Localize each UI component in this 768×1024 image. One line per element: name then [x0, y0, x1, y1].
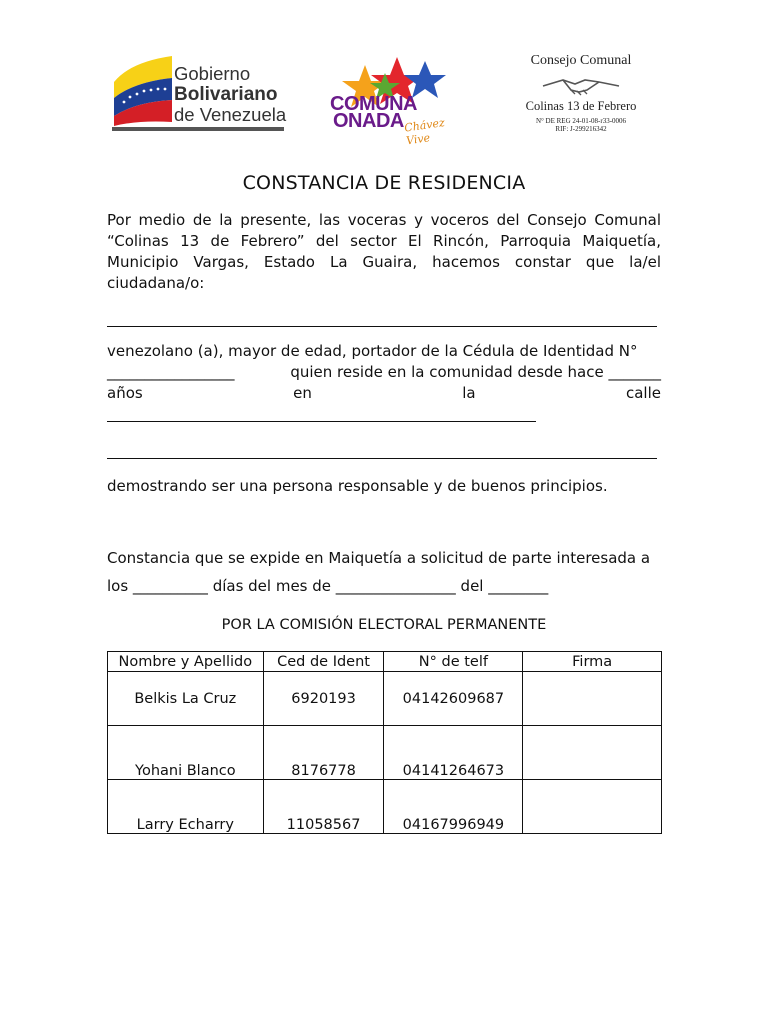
header-name: Nombre y Apellido: [108, 652, 264, 672]
address-blank-line: [107, 458, 657, 459]
cell-signature: [523, 780, 662, 834]
p2-line2-text: quien reside en la comunidad desde hace _______: [290, 363, 661, 381]
consejo-comunal-logo: [500, 52, 662, 136]
consejo-subtitle: Colinas 13 de Febrero: [525, 99, 637, 113]
cell-cedula: 6920193: [263, 672, 384, 726]
cell-signature: [523, 672, 662, 726]
comuna-onada-logo: [325, 55, 471, 148]
document-title: CONSTANCIA DE RESIDENCIA: [242, 172, 526, 194]
name-blank-line: [107, 326, 657, 327]
p2-word-en: en: [293, 384, 312, 402]
table-row: [108, 780, 662, 834]
handshake-icon: [541, 72, 621, 98]
cedula-blank: _________________: [107, 363, 235, 381]
cell-name: Belkis La Cruz: [108, 672, 264, 726]
gob-line3: de Venezuela: [174, 104, 287, 125]
gobierno-bolivariano-logo: [110, 52, 290, 132]
p2-word-la: la: [462, 384, 476, 402]
intro-paragraph: Por medio de la presente, las voceras y voceros del Consejo Comunal “Colinas 13 de Febrero” del sector El Rincón, Parroquia Maiquetía, Municipio Vargas, Estado La Guaira, hacemos constar que la/el ciudadana/o:: [107, 211, 661, 292]
p2-line2: [107, 362, 661, 383]
cell-name: Yohani Blanco: [108, 726, 264, 780]
p3-text: demostrando ser una persona responsable y de buenos principios.: [107, 477, 608, 495]
p2-line3: [107, 383, 661, 404]
p2-word-anos: años: [107, 384, 143, 402]
table-header-row: [108, 652, 662, 672]
consejo-title: Consejo Comunal: [530, 53, 632, 68]
cell-phone: 04141264673: [384, 726, 523, 780]
cell-cedula: 11058567: [263, 780, 384, 834]
cell-signature: [523, 726, 662, 780]
gob-underline: [112, 127, 284, 131]
comuna-text: COMUNA: [330, 93, 417, 115]
cell-phone: 04167996949: [384, 780, 523, 834]
header-cedula: Ced de Ident: [263, 652, 384, 672]
onada-text: ONADA: [333, 110, 404, 132]
consejo-rif: RIF: J-299216342: [555, 125, 607, 133]
table-row: [108, 726, 662, 780]
gob-line1: Gobierno: [174, 63, 251, 84]
p4-line1: Constancia que se expide en Maiquetía a solicitud de parte interesada a: [107, 549, 651, 567]
table-row: [108, 672, 662, 726]
street-blank-line: [107, 421, 536, 422]
cell-cedula: 8176778: [263, 726, 384, 780]
cell-phone: 04142609687: [384, 672, 523, 726]
venezuela-flag-icon: [110, 54, 176, 126]
slogan-text: Chávez Vive: [403, 116, 446, 148]
signature-table: [107, 651, 662, 834]
gob-line2: Bolivariano: [174, 84, 278, 105]
p4-line2: los __________ días del mes de ________________ del ________: [107, 577, 549, 595]
p2-line1: venezolano (a), mayor de edad, portador de la Cédula de Identidad N°: [107, 342, 638, 360]
header-phone: N° de telf: [384, 652, 523, 672]
p2-word-calle: calle: [625, 384, 661, 402]
commission-heading: POR LA COMISIÓN ELECTORAL PERMANENTE: [221, 617, 547, 633]
cell-name: Larry Echarry: [108, 780, 264, 834]
header-signature: Firma: [523, 652, 662, 672]
consejo-reg: N° DE REG 24-01-08-r33-0006: [535, 117, 627, 125]
